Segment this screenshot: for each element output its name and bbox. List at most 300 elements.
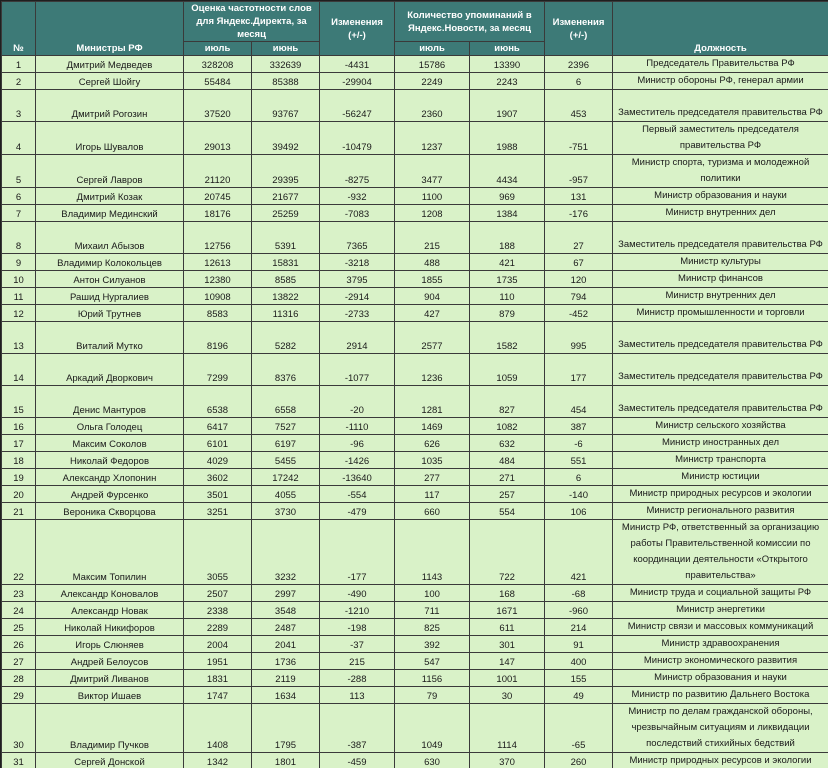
direct-change-value: -2733 [320, 305, 395, 322]
news-july-value: 2577 [395, 322, 470, 354]
position-text: Министр спорта, туризма и молодежной политики [613, 155, 828, 188]
news-july-value: 711 [395, 602, 470, 619]
news-july-value: 392 [395, 636, 470, 653]
news-july-value: 1281 [395, 386, 470, 418]
minister-name: Владимир Пучков [36, 704, 184, 753]
direct-july-value: 8583 [184, 305, 252, 322]
direct-july-value: 37520 [184, 90, 252, 122]
table-row [2, 122, 828, 155]
minister-name: Владимир Колокольцев [36, 254, 184, 271]
news-change-value: 551 [545, 452, 613, 469]
position-text: Министр культуры [613, 254, 828, 271]
position-text: Министр внутренних дел [613, 288, 828, 305]
row-number: 10 [2, 271, 36, 288]
direct-july-value: 4029 [184, 452, 252, 469]
direct-july-value: 6101 [184, 435, 252, 452]
news-june-value: 1059 [470, 354, 545, 386]
minister-name: Александр Коновалов [36, 585, 184, 602]
direct-change-value: -1110 [320, 418, 395, 435]
row-number: 20 [2, 486, 36, 503]
row-number: 17 [2, 435, 36, 452]
table-row [2, 354, 828, 386]
table-row [2, 288, 828, 305]
news-july-value: 1156 [395, 670, 470, 687]
direct-change-value: -10479 [320, 122, 395, 155]
news-change-value: 6 [545, 469, 613, 486]
news-july-value: 1100 [395, 188, 470, 205]
position-text: Министр связи и массовых коммуникаций [613, 619, 828, 636]
table-row [2, 322, 828, 354]
position-text: Министр природных ресурсов и экологии [613, 753, 828, 768]
direct-july-value: 12380 [184, 271, 252, 288]
direct-july-value: 55484 [184, 73, 252, 90]
direct-change-value: -1077 [320, 354, 395, 386]
direct-july-value: 3602 [184, 469, 252, 486]
news-july-value: 79 [395, 687, 470, 704]
news-change-value: -68 [545, 585, 613, 602]
minister-name: Денис Мантуров [36, 386, 184, 418]
table-row [2, 636, 828, 653]
direct-change-value: -459 [320, 753, 395, 768]
direct-june-value: 39492 [252, 122, 320, 155]
news-june-value: 188 [470, 222, 545, 254]
table-row [2, 585, 828, 602]
table-row [2, 602, 828, 619]
minister-name: Михаил Абызов [36, 222, 184, 254]
direct-june-value: 8376 [252, 354, 320, 386]
minister-name: Максим Соколов [36, 435, 184, 452]
table-row [2, 205, 828, 222]
direct-july-value: 10908 [184, 288, 252, 305]
direct-june-value: 5282 [252, 322, 320, 354]
minister-name: Антон Силуанов [36, 271, 184, 288]
direct-change-value: -29904 [320, 73, 395, 90]
table-row [2, 90, 828, 122]
table-row [2, 452, 828, 469]
news-july-value: 1049 [395, 704, 470, 753]
header-direct-july: июль [184, 42, 252, 56]
table-row [2, 469, 828, 486]
news-change-value: 421 [545, 520, 613, 585]
news-july-value: 1469 [395, 418, 470, 435]
direct-june-value: 1795 [252, 704, 320, 753]
direct-change-value: -96 [320, 435, 395, 452]
direct-june-value: 17242 [252, 469, 320, 486]
direct-july-value: 1342 [184, 753, 252, 768]
position-text: Министр энергетики [613, 602, 828, 619]
news-change-value: -176 [545, 205, 613, 222]
row-number: 27 [2, 653, 36, 670]
direct-change-value: -2914 [320, 288, 395, 305]
row-number: 21 [2, 503, 36, 520]
news-july-value: 1855 [395, 271, 470, 288]
table-row [2, 619, 828, 636]
table-row [2, 418, 828, 435]
direct-june-value: 3548 [252, 602, 320, 619]
direct-june-value: 1634 [252, 687, 320, 704]
position-text: Министр юстиции [613, 469, 828, 486]
table-row [2, 653, 828, 670]
direct-june-value: 29395 [252, 155, 320, 188]
news-june-value: 554 [470, 503, 545, 520]
header-direct-change: Изменения (+/-) [320, 2, 395, 56]
minister-name: Юрий Трутнев [36, 305, 184, 322]
direct-june-value: 15831 [252, 254, 320, 271]
minister-name: Андрей Фурсенко [36, 486, 184, 503]
table-row [2, 188, 828, 205]
minister-name: Александр Новак [36, 602, 184, 619]
minister-name: Сергей Донской [36, 753, 184, 768]
news-change-value: 155 [545, 670, 613, 687]
direct-july-value: 1951 [184, 653, 252, 670]
direct-june-value: 25259 [252, 205, 320, 222]
direct-july-value: 3251 [184, 503, 252, 520]
news-change-value: 131 [545, 188, 613, 205]
table-row [2, 271, 828, 288]
position-text: Министр природных ресурсов и экологии [613, 486, 828, 503]
direct-change-value: -387 [320, 704, 395, 753]
table-row [2, 254, 828, 271]
direct-july-value: 29013 [184, 122, 252, 155]
row-number: 9 [2, 254, 36, 271]
news-change-value: 27 [545, 222, 613, 254]
position-text: Первый заместитель председателя правительства РФ [613, 122, 828, 155]
row-number: 5 [2, 155, 36, 188]
header-news-change: Изменения (+/-) [545, 2, 613, 56]
minister-name: Дмитрий Рогозин [36, 90, 184, 122]
news-july-value: 117 [395, 486, 470, 503]
position-text: Министр образования и науки [613, 670, 828, 687]
news-july-value: 277 [395, 469, 470, 486]
direct-june-value: 85388 [252, 73, 320, 90]
row-number: 8 [2, 222, 36, 254]
minister-name: Вероника Скворцова [36, 503, 184, 520]
row-number: 23 [2, 585, 36, 602]
direct-july-value: 328208 [184, 56, 252, 73]
direct-june-value: 5391 [252, 222, 320, 254]
news-change-value: -6 [545, 435, 613, 452]
news-june-value: 4434 [470, 155, 545, 188]
direct-change-value: 2914 [320, 322, 395, 354]
direct-change-value: -177 [320, 520, 395, 585]
news-change-value: -957 [545, 155, 613, 188]
row-number: 22 [2, 520, 36, 585]
minister-name: Николай Никифоров [36, 619, 184, 636]
news-june-value: 879 [470, 305, 545, 322]
news-july-value: 626 [395, 435, 470, 452]
direct-june-value: 11316 [252, 305, 320, 322]
direct-july-value: 18176 [184, 205, 252, 222]
news-change-value: 400 [545, 653, 613, 670]
position-text: Министр образования и науки [613, 188, 828, 205]
direct-june-value: 93767 [252, 90, 320, 122]
news-june-value: 632 [470, 435, 545, 452]
position-text: Министр транспорта [613, 452, 828, 469]
minister-name: Владимир Мединский [36, 205, 184, 222]
minister-name: Ольга Голодец [36, 418, 184, 435]
direct-july-value: 6417 [184, 418, 252, 435]
news-june-value: 969 [470, 188, 545, 205]
position-text: Министр обороны РФ, генерал армии [613, 73, 828, 90]
news-july-value: 904 [395, 288, 470, 305]
position-text: Министр внутренних дел [613, 205, 828, 222]
direct-change-value: -288 [320, 670, 395, 687]
news-june-value: 1001 [470, 670, 545, 687]
news-june-value: 2243 [470, 73, 545, 90]
table-row [2, 503, 828, 520]
news-june-value: 1907 [470, 90, 545, 122]
row-number: 24 [2, 602, 36, 619]
table-row [2, 753, 828, 768]
news-change-value: 454 [545, 386, 613, 418]
row-number: 25 [2, 619, 36, 636]
header-position: Должность [613, 2, 828, 56]
news-june-value: 484 [470, 452, 545, 469]
direct-july-value: 2338 [184, 602, 252, 619]
news-june-value: 1082 [470, 418, 545, 435]
minister-name: Дмитрий Медведев [36, 56, 184, 73]
direct-june-value: 5455 [252, 452, 320, 469]
news-june-value: 110 [470, 288, 545, 305]
table-row [2, 670, 828, 687]
news-change-value: 387 [545, 418, 613, 435]
position-text: Председатель Правительства РФ [613, 56, 828, 73]
table-row [2, 687, 828, 704]
news-july-value: 15786 [395, 56, 470, 73]
minister-name: Николай Федоров [36, 452, 184, 469]
news-july-value: 1035 [395, 452, 470, 469]
position-text: Министр финансов [613, 271, 828, 288]
minister-name: Дмитрий Ливанов [36, 670, 184, 687]
direct-june-value: 2119 [252, 670, 320, 687]
news-july-value: 1208 [395, 205, 470, 222]
header-minister: Министры РФ [36, 2, 184, 56]
position-text: Заместитель председателя правительства РФ [613, 322, 828, 354]
direct-july-value: 1747 [184, 687, 252, 704]
direct-june-value: 8585 [252, 271, 320, 288]
news-july-value: 2249 [395, 73, 470, 90]
direct-july-value: 2507 [184, 585, 252, 602]
news-june-value: 1582 [470, 322, 545, 354]
table-row [2, 386, 828, 418]
position-text: Министр иностранных дел [613, 435, 828, 452]
direct-change-value: -7083 [320, 205, 395, 222]
row-number: 7 [2, 205, 36, 222]
direct-june-value: 2997 [252, 585, 320, 602]
row-number: 18 [2, 452, 36, 469]
news-june-value: 1114 [470, 704, 545, 753]
position-text: Министр промышленности и торговли [613, 305, 828, 322]
news-june-value: 30 [470, 687, 545, 704]
row-number: 1 [2, 56, 36, 73]
news-june-value: 257 [470, 486, 545, 503]
direct-july-value: 2004 [184, 636, 252, 653]
row-number: 3 [2, 90, 36, 122]
position-text: Министр экономического развития [613, 653, 828, 670]
header-news-july: июль [395, 42, 470, 56]
news-july-value: 825 [395, 619, 470, 636]
position-text: Заместитель председателя правительства РФ [613, 222, 828, 254]
news-june-value: 1384 [470, 205, 545, 222]
table-row [2, 56, 828, 73]
news-change-value: 120 [545, 271, 613, 288]
news-change-value: -140 [545, 486, 613, 503]
news-july-value: 547 [395, 653, 470, 670]
table-header [2, 2, 828, 56]
news-change-value: 49 [545, 687, 613, 704]
direct-july-value: 3501 [184, 486, 252, 503]
direct-july-value: 1831 [184, 670, 252, 687]
row-number: 28 [2, 670, 36, 687]
news-june-value: 168 [470, 585, 545, 602]
news-june-value: 611 [470, 619, 545, 636]
direct-change-value: 7365 [320, 222, 395, 254]
news-july-value: 488 [395, 254, 470, 271]
news-change-value: -452 [545, 305, 613, 322]
news-july-value: 1237 [395, 122, 470, 155]
row-number: 4 [2, 122, 36, 155]
table-row [2, 486, 828, 503]
position-text: Министр РФ, ответственный за организацию работы Правительственной комиссии по координации деятельности «Открытого правительства» [613, 520, 828, 585]
table-row [2, 222, 828, 254]
direct-july-value: 1408 [184, 704, 252, 753]
minister-name: Аркадий Дворкович [36, 354, 184, 386]
row-number: 31 [2, 753, 36, 768]
position-text: Заместитель председателя правительства РФ [613, 90, 828, 122]
header-direct-june: июнь [252, 42, 320, 56]
news-july-value: 1143 [395, 520, 470, 585]
news-june-value: 722 [470, 520, 545, 585]
row-number: 6 [2, 188, 36, 205]
direct-june-value: 332639 [252, 56, 320, 73]
direct-july-value: 21120 [184, 155, 252, 188]
news-change-value: -960 [545, 602, 613, 619]
position-text: Министр по развитию Дальнего Востока [613, 687, 828, 704]
row-number: 15 [2, 386, 36, 418]
minister-name: Александр Хлопонин [36, 469, 184, 486]
minister-name: Игорь Шувалов [36, 122, 184, 155]
direct-july-value: 12613 [184, 254, 252, 271]
direct-june-value: 21677 [252, 188, 320, 205]
table-row [2, 435, 828, 452]
news-june-value: 1735 [470, 271, 545, 288]
direct-july-value: 8196 [184, 322, 252, 354]
direct-change-value: 215 [320, 653, 395, 670]
direct-change-value: -56247 [320, 90, 395, 122]
news-july-value: 660 [395, 503, 470, 520]
news-june-value: 370 [470, 753, 545, 768]
news-july-value: 3477 [395, 155, 470, 188]
news-june-value: 1988 [470, 122, 545, 155]
direct-change-value: -554 [320, 486, 395, 503]
news-change-value: 67 [545, 254, 613, 271]
news-change-value: 6 [545, 73, 613, 90]
minister-name: Рашид Нургалиев [36, 288, 184, 305]
direct-change-value: -479 [320, 503, 395, 520]
news-july-value: 2360 [395, 90, 470, 122]
news-june-value: 13390 [470, 56, 545, 73]
table-row [2, 704, 828, 753]
direct-june-value: 7527 [252, 418, 320, 435]
header-news-group: Количество упоминаний в Яндекс.Новости, за месяц [395, 2, 545, 42]
header-number: № [2, 2, 36, 56]
news-change-value: 214 [545, 619, 613, 636]
direct-june-value: 6197 [252, 435, 320, 452]
row-number: 29 [2, 687, 36, 704]
header-direct-group: Оценка частотности слов для Яндекс.Директа, за месяц [184, 2, 320, 42]
news-july-value: 100 [395, 585, 470, 602]
row-number: 26 [2, 636, 36, 653]
news-change-value: 177 [545, 354, 613, 386]
minister-name: Дмитрий Козак [36, 188, 184, 205]
direct-change-value: -490 [320, 585, 395, 602]
direct-june-value: 1736 [252, 653, 320, 670]
table-row [2, 305, 828, 322]
news-june-value: 827 [470, 386, 545, 418]
position-text: Министр труда и социальной защиты РФ [613, 585, 828, 602]
ministers-table [1, 1, 828, 768]
news-change-value: 794 [545, 288, 613, 305]
minister-name: Максим Топилин [36, 520, 184, 585]
table-row [2, 520, 828, 585]
direct-change-value: -4431 [320, 56, 395, 73]
news-change-value: -751 [545, 122, 613, 155]
row-number: 19 [2, 469, 36, 486]
position-text: Министр по делам гражданской обороны, чрезвычайным ситуациям и ликвидации последствий стихийных бедствий [613, 704, 828, 753]
direct-june-value: 1801 [252, 753, 320, 768]
news-change-value: 2396 [545, 56, 613, 73]
direct-june-value: 4055 [252, 486, 320, 503]
row-number: 13 [2, 322, 36, 354]
news-june-value: 1671 [470, 602, 545, 619]
news-june-value: 301 [470, 636, 545, 653]
news-change-value: 91 [545, 636, 613, 653]
table-row [2, 73, 828, 90]
minister-name: Виктор Ишаев [36, 687, 184, 704]
direct-change-value: -37 [320, 636, 395, 653]
direct-june-value: 13822 [252, 288, 320, 305]
direct-change-value: 113 [320, 687, 395, 704]
news-june-value: 147 [470, 653, 545, 670]
direct-change-value: -932 [320, 188, 395, 205]
position-text: Министр здравоохранения [613, 636, 828, 653]
news-june-value: 271 [470, 469, 545, 486]
minister-name: Виталий Мутко [36, 322, 184, 354]
direct-july-value: 6538 [184, 386, 252, 418]
direct-change-value: -20 [320, 386, 395, 418]
direct-july-value: 3055 [184, 520, 252, 585]
minister-name: Сергей Лавров [36, 155, 184, 188]
table-row [2, 155, 828, 188]
header-news-june: июнь [470, 42, 545, 56]
direct-change-value: 3795 [320, 271, 395, 288]
minister-name: Сергей Шойгу [36, 73, 184, 90]
news-july-value: 630 [395, 753, 470, 768]
news-change-value: -65 [545, 704, 613, 753]
table-body [2, 56, 828, 768]
news-july-value: 215 [395, 222, 470, 254]
direct-june-value: 3730 [252, 503, 320, 520]
direct-change-value: -1426 [320, 452, 395, 469]
direct-change-value: -1210 [320, 602, 395, 619]
direct-july-value: 7299 [184, 354, 252, 386]
news-change-value: 453 [545, 90, 613, 122]
row-number: 12 [2, 305, 36, 322]
direct-change-value: -198 [320, 619, 395, 636]
position-text: Министр регионального развития [613, 503, 828, 520]
direct-june-value: 3232 [252, 520, 320, 585]
direct-june-value: 2487 [252, 619, 320, 636]
